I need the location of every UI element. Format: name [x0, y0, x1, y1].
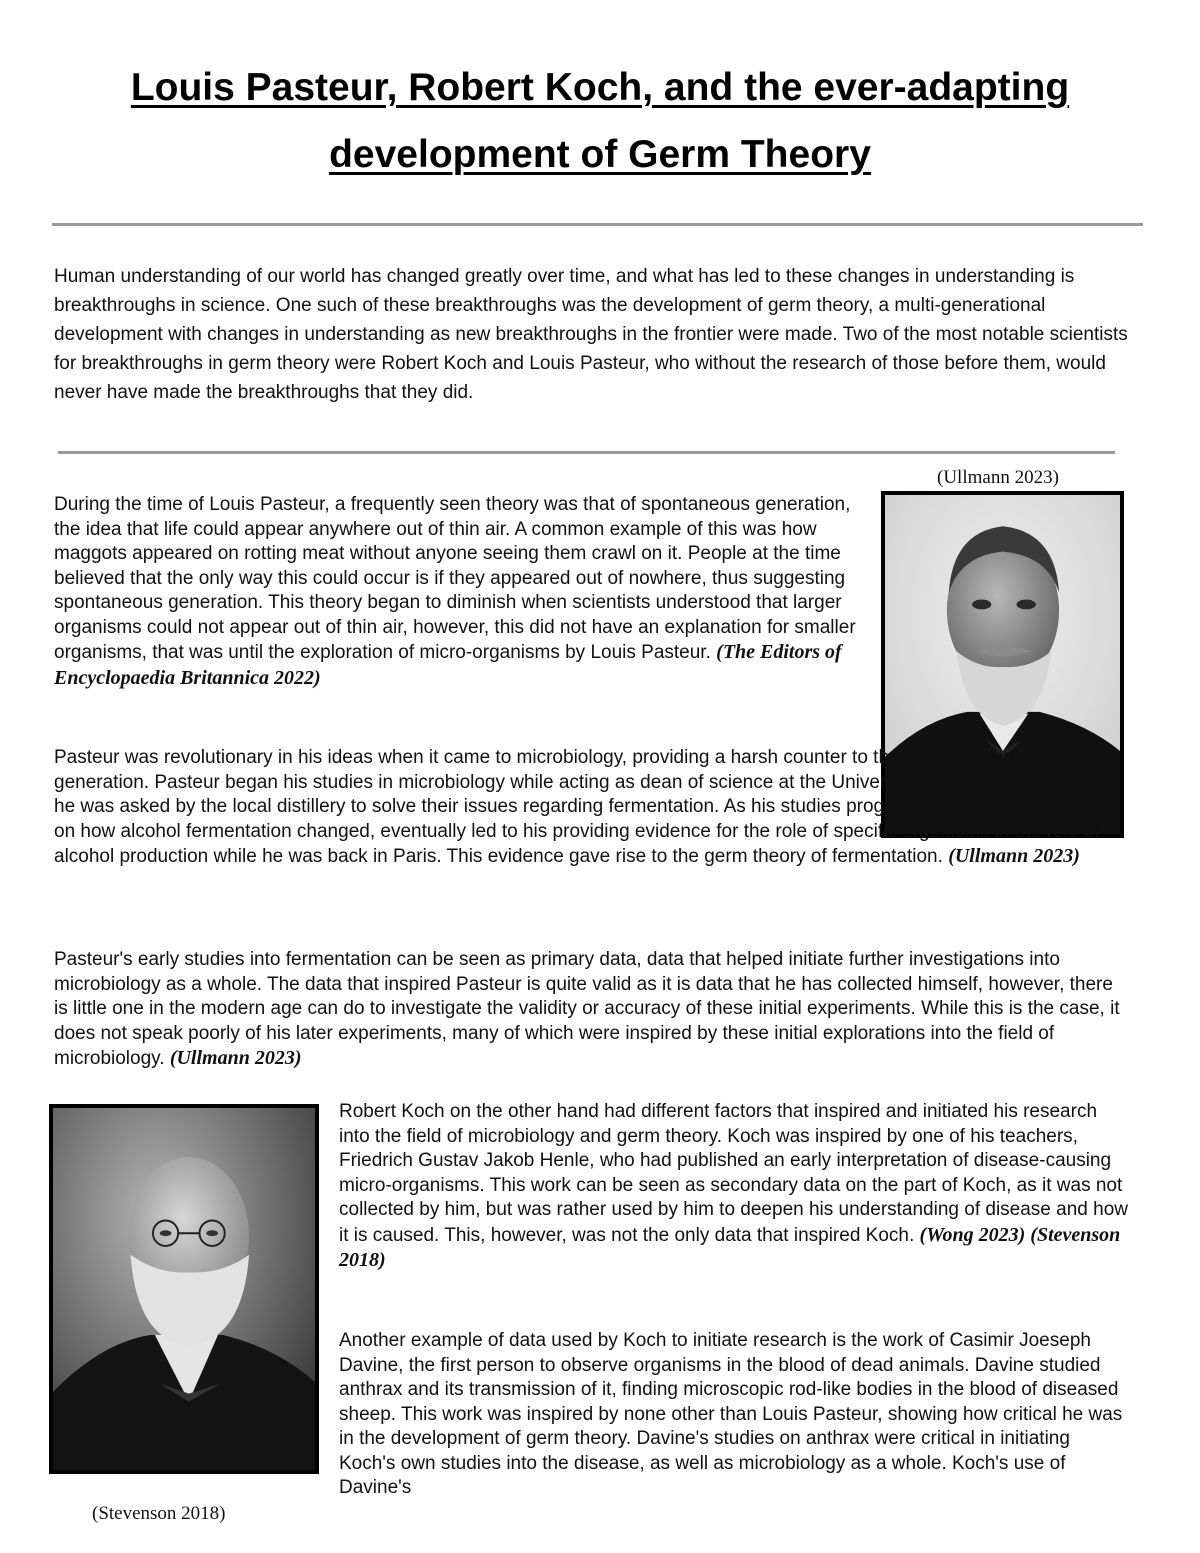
title-line-2: development of Germ Theory	[329, 133, 871, 176]
pasteur-paragraph-1	[54, 493, 874, 691]
pasteur-paragraph-1-text: During the time of Louis Pasteur, a frequently seen theory was that of spontaneous generation, the idea that life could appear anywhere out of thin air. A common example of this was how maggots appeared on rotting meat without anyone seeing them crawl on it. People at the time believed that the only way this could occur is if they appeared out of nowhere, thus suggesting spontaneous generation. This theory began to diminish when scientists understood that larger organisms could not appear out of thin air, however, this did not have an explanation for smaller organisms, that was until the exploration of micro-organisms by Louis Pasteur.	[54, 494, 856, 663]
title-line-1: Louis Pasteur, Robert Koch, and the ever-adapting	[130, 66, 1070, 109]
section-divider	[58, 451, 1115, 454]
pasteur-paragraph-2-text: Pasteur was revolutionary in his ideas when it came to microbiology, providing a harsh counter to the notion of spontaneous generation. Pasteur began his studies in microbiology while acting as dean of science at the University of Lille. In this position, he was asked by the local distillery to solve their issues regarding fermentation. As his studies progressed, Pasteur's thoughts on how alcohol fermentation changed, eventually led to his providing evidence for the role of specific organisms in the role of alcohol production while he was back in Paris. This evidence gave rise to the germ theory of fermentation.	[54, 747, 1113, 867]
citation-ullmann: (Ullmann 2023)	[948, 845, 1080, 867]
koch-paragraph-2: Another example of data used by Koch to initiate research is the work of Casimir Joeseph Davine, the first person to observe organisms in the blood of dead animals. Davine studied anthrax and its transmission of it, finding microscopic rod-like bodies in the blood of diseased sheep. This work was inspired by none other than Louis Pasteur, showing how critical he was in the development of germ theory. Davine's studies on anthrax were critical in initiating Koch's own studies into the disease, as well as microbiology as a whole. Koch's use of Davine's	[339, 1330, 1123, 1498]
koch-photo-caption: (Stevenson 2018)	[92, 1503, 226, 1524]
koch-paragraph-1-text: Robert Koch on the other hand had different factors that inspired and initiated his research into the field of microbiology and germ theory. Koch was inspired by one of his teachers, Friedrich Gustav Jakob Henle, who had published an early interpretation of disease-causing micro-organisms. This work can be seen as secondary data on the part of Koch, as it was not collected by him, but was rather used by him to deepen his understanding of disease and how it is caused. This, however, was not the only data that inspired Koch.	[339, 1101, 1128, 1246]
intro-paragraph: Human understanding of our world has changed greatly over time, and what has led to these changes in understanding is breakthroughs in science. One such of these breakthroughs was the development of germ theory, a multi-generational development with changes in understanding as new breakthroughs in the frontier were made. Two of the most notable scientists for breakthroughs in germ theory were Robert Koch and Louis Pasteur, who without the research of those before them, would never have made the breakthroughs that they did.	[54, 266, 1128, 403]
top-divider	[52, 223, 1143, 226]
citation-wong-stevenson: (Wong 2023) (Stevenson 2018)	[339, 1223, 1121, 1271]
koch-paragraph-1	[339, 1100, 1129, 1274]
pasteur-paragraph-3-text: Pasteur's early studies into fermentation can be seen as primary data, data that helped initiate further investigations into microbiology as a whole. The data that inspired Pasteur is quite valid as it is data that he has collected himself, however, there is little one in the modern age can do to investigate the validity or accuracy of these initial experiments. While this is the case, it does not speak poorly of his later experiments, many of which were inspired by these initial explorations into the field of microbiology.	[54, 949, 1120, 1069]
pasteur-paragraph-2	[54, 746, 1120, 870]
citation-britannica: (The Editors of Encyclopaedia Britannica 2022)	[54, 641, 842, 689]
citation-ullmann: (Ullmann 2023)	[169, 1047, 302, 1069]
koch-portrait-photo	[49, 1104, 319, 1474]
pasteur-paragraph-3	[54, 948, 1130, 1072]
pasteur-photo-caption: (Ullmann 2023)	[937, 467, 1059, 488]
document-title	[40, 54, 1160, 188]
